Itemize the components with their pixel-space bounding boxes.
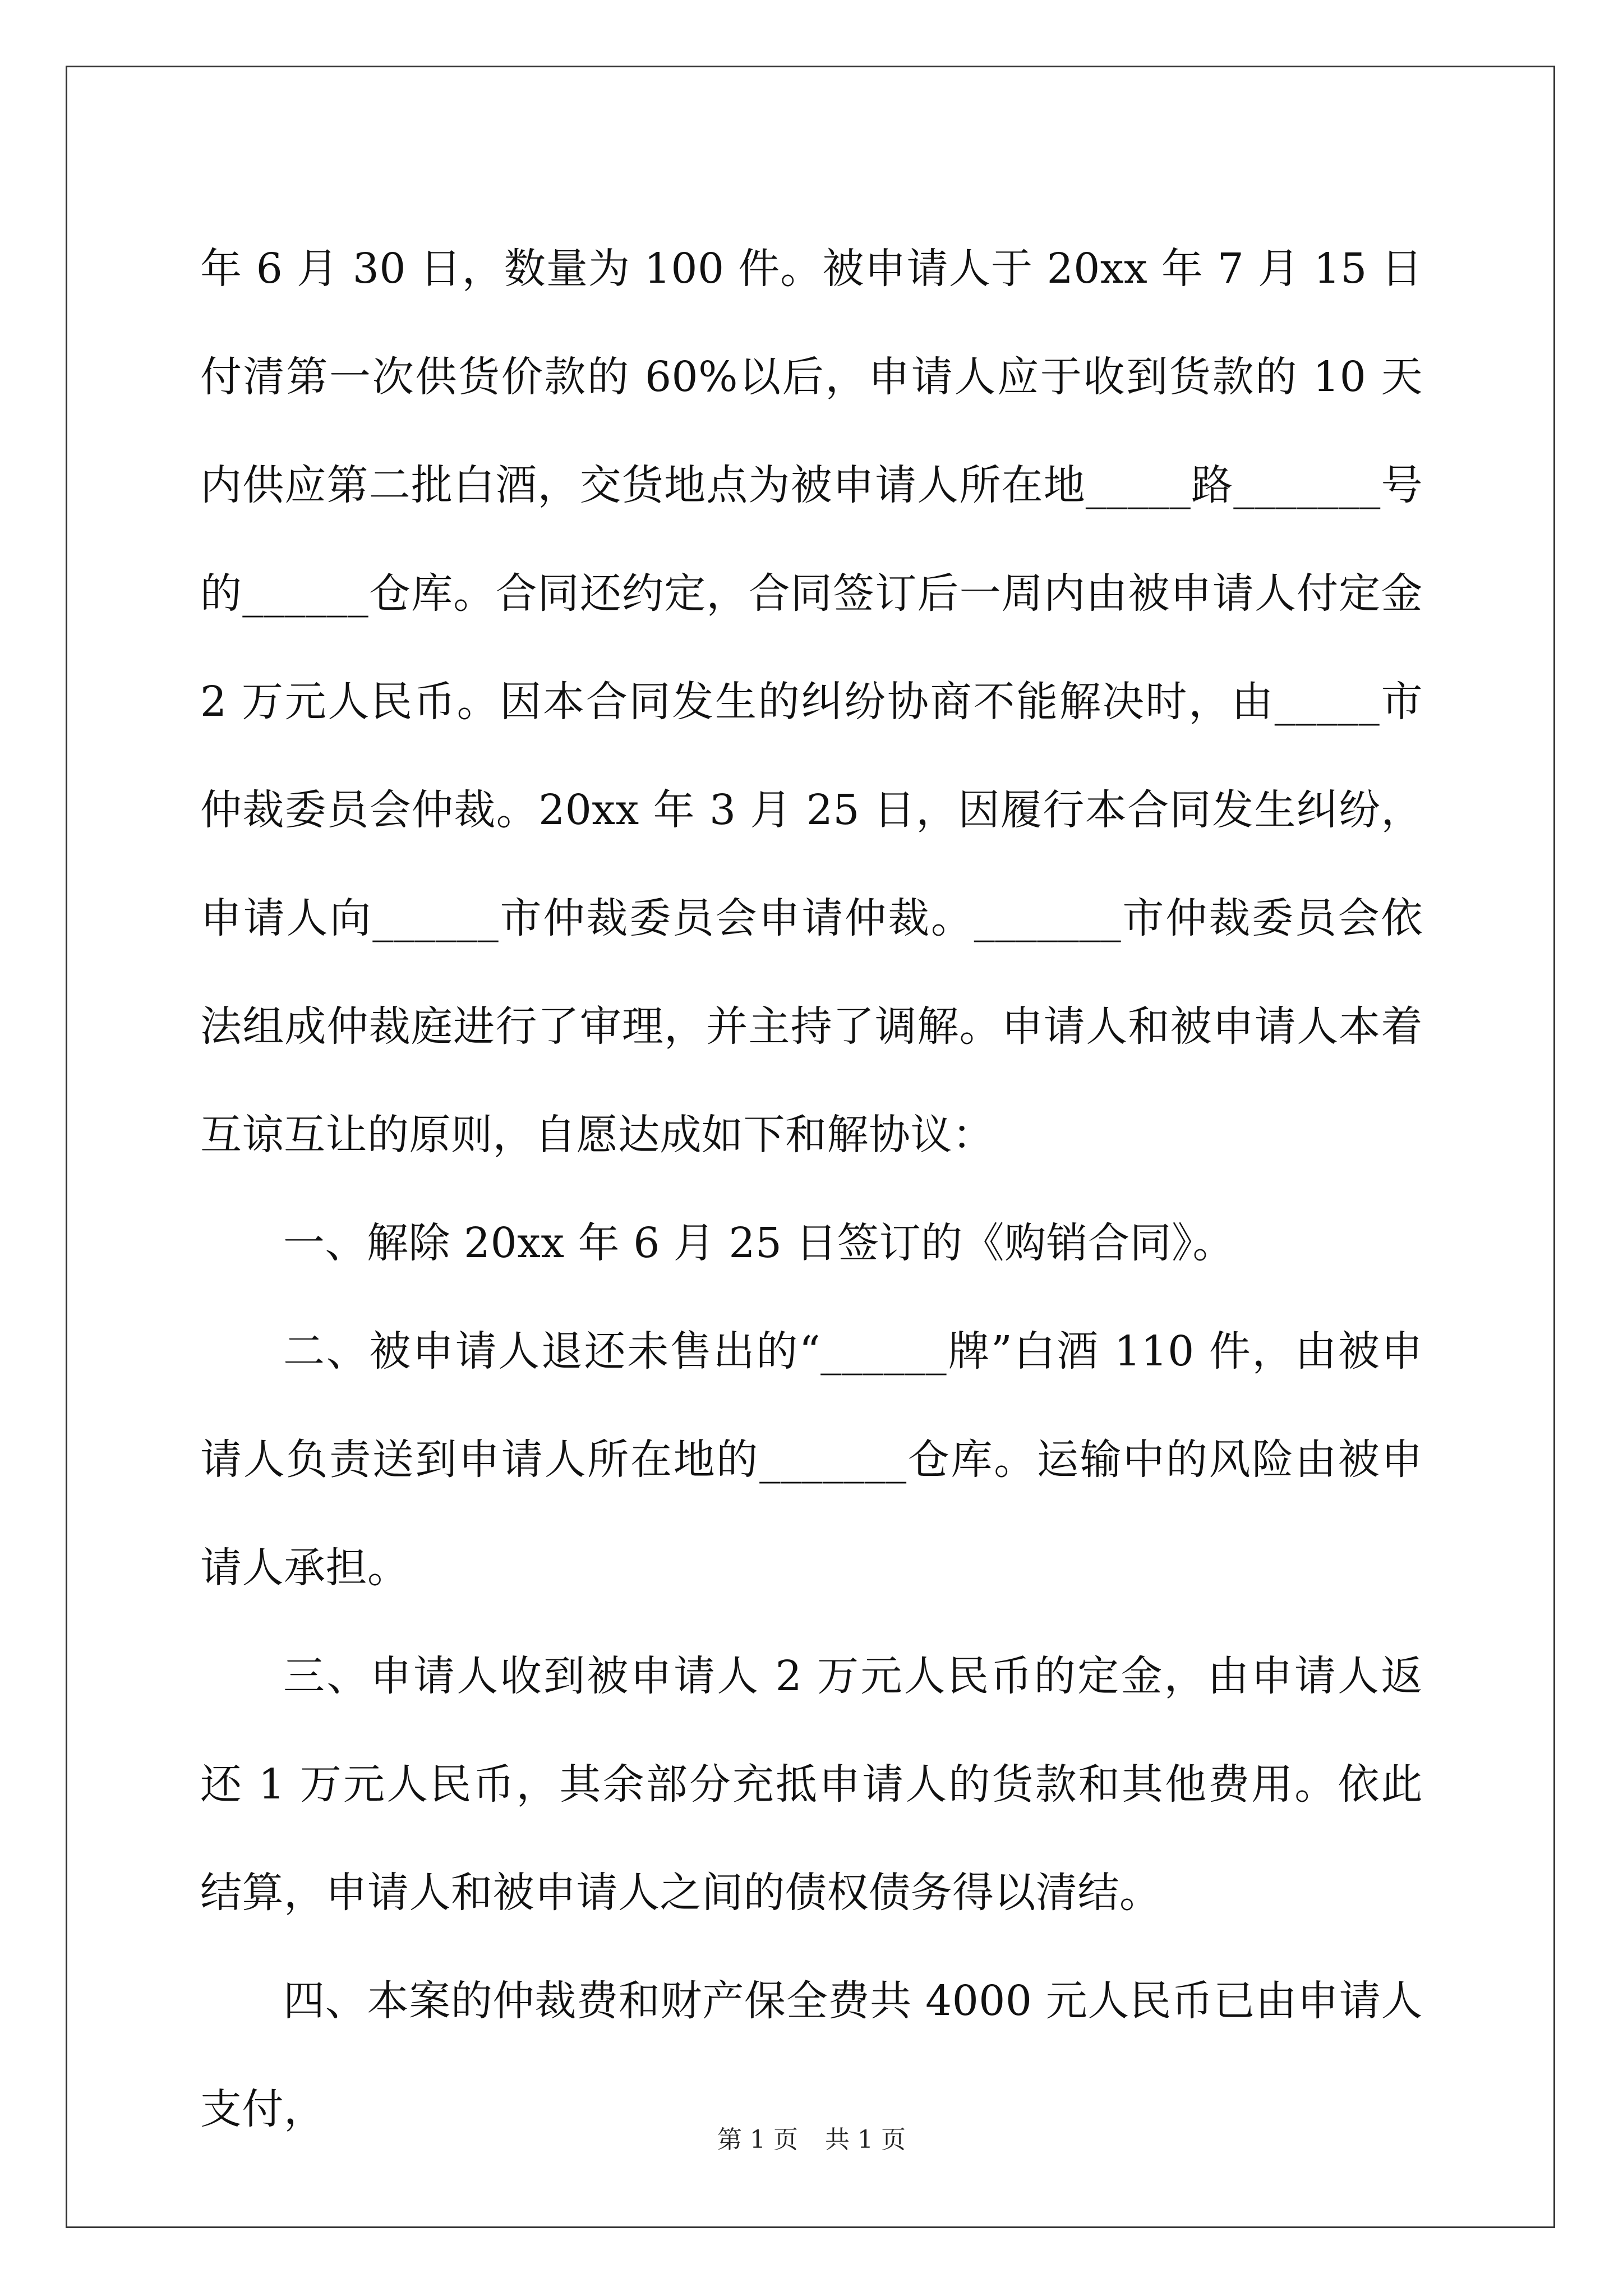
document-body bbox=[200, 215, 1423, 2164]
paragraph-item-1: 一、解除 20xx 年 6 月 25 日签订的《购销合同》。 bbox=[283, 1219, 1235, 1267]
page-total: 共 1 页 bbox=[825, 2125, 906, 2154]
page-footer bbox=[0, 2123, 1623, 2157]
page-number: 第 1 页 bbox=[717, 2125, 798, 2154]
paragraph-item-4: 四、本案的仲裁费和财产保全费共 4000 元人民币已由申请人支付， bbox=[200, 1977, 1423, 2133]
paragraph-item-3: 三、申请人收到被申请人 2 万元人民币的定金，由申请人返还 1 万元人民币，其余部分充抵申请人的货款和其他费用。依此结算，申请人和被申请人之间的债权债务得以清结。 bbox=[200, 1652, 1423, 1917]
paragraph-item-2: 二、被申请人退还未售出的“______牌”白酒 110 件，由被申请人负责送到申请人所在地的_______仓库。运输中的风险由被申请人承担。 bbox=[200, 1327, 1423, 1592]
paragraph-contract-background: 年 6 月 30 日，数量为 100 件。被申请人于 20xx 年 7 月 15 日付清第一次供货价款的 60%以后，申请人应于收到货款的 10 天内供应第二批白酒，交货地点为被申请人所在地_____路_______号的______仓库。合同还约定，合同签订后一周内由被申请人付定金 2 万元人民币。因本合同发生的纠纷协商不能解决时，由_____市仲裁委员会仲裁。20xx 年 3 月 25 日，因履行本合同发生纠纷，申请人向______市仲裁委员会申请仲裁。_______市仲裁委员会依法组成仲裁庭进行了审理，并主持了调解。申请人和被申请人本着互谅互让的原则，自愿达成如下和解协议： bbox=[200, 245, 1423, 1159]
